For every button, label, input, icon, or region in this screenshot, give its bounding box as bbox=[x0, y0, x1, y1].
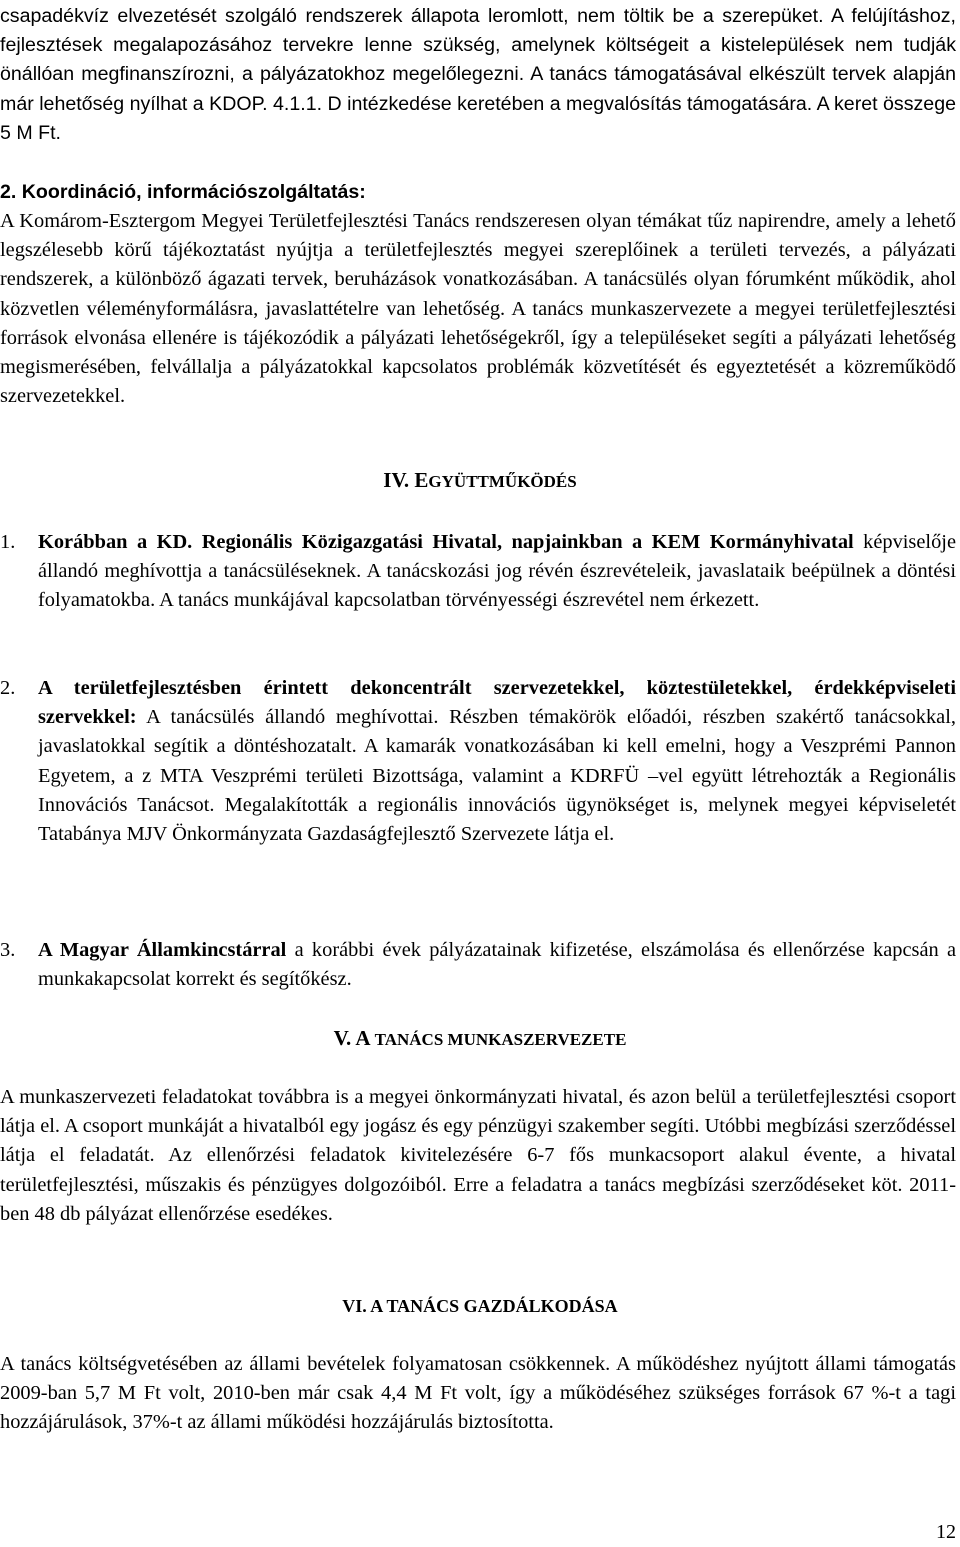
item-bold-lead: A Magyar Államkincstárral bbox=[38, 939, 287, 961]
item-bold-lead: Korábban a KD. Regionális Közigazgatási Hivatal, napjainkban a KEM Kormányhivatal bbox=[38, 531, 854, 553]
item-number: 3. bbox=[0, 939, 16, 961]
item-number: 1. bbox=[0, 531, 16, 553]
section-vi-heading: VI. A TANÁCS GAZDÁLKODÁSA bbox=[342, 1296, 618, 1316]
section-v-roman: V. bbox=[333, 1026, 352, 1050]
item-bold-lead: A területfejlesztésben érintett dekoncentrált szervezetekkel, köztestületekkel, érdekképviseleti szervekkel: bbox=[38, 677, 956, 729]
intro-paragraph: csapadékvíz elvezetését szolgáló rendszerek állapota leromlott, nem töltik be a szerepüket. A felújításhoz, fejlesztések megalapozásához tervekre lenne szükség, amelynek költségeit a kistelepülések nem tudják önállóan megfinanszírozni, a pályázatokhoz megelőlegezni. A tanács támogatásával elkészült tervek alapján már lehetőség nyílhat a KDOP. 4.1.1. D intézkedése keretében a megvalósítás támogatására. A keret összege 5 M Ft. bbox=[0, 5, 956, 144]
item-text: a korábbi évek pályázatainak kifizetése, elszámolása és ellenőrzése kapcsán a munkakapcsolat korrekt és segítőkész. bbox=[38, 939, 957, 991]
section-iv-heading: IV. EGYÜTTMŰKÖDÉS bbox=[383, 468, 577, 492]
section-v-body: A munkaszervezeti feladatokat továbbra is a megyei önkormányzati hivatal, és azon belül a területfejlesztési csoport látja el. A csoport munkáját a hivatalból egy jogász és egy pénzügyi szakember segíti. Utóbbi megbízási szerződéssel látja el feladatát. Az ellenőrzési feladatok kivitelezésére 6-7 fős munkacsoport alakul évente, a hivatal területfejlesztési, műszakis és pénzügyes dolgozóiból. Erre a feladatra a tanács megbízási szerződéseket köt. 2011-ben 48 db pályázat ellenőrzése esedékes. bbox=[0, 1086, 956, 1225]
page-number: 12 bbox=[936, 1521, 956, 1543]
section-v-heading: V. A TANÁCS MUNKASZERVEZETE bbox=[333, 1026, 627, 1050]
coordination-heading: 2. Koordináció, információszolgáltatás: bbox=[0, 181, 366, 203]
item-text: képviselője állandó meghívottja a tanácsüléseknek. A tanácskozási jog révén észrevételeik, javaslataik beépülnek a döntési folyamatokba. A tanács munkájával kapcsolatban törvényességi észrevétel nem érkezett. bbox=[38, 531, 956, 612]
section-vi-body: A tanács költségvetésében az állami bevételek folyamatosan csökkennek. A működéshez nyújtott állami támogatás 2009-ban 5,7 M Ft volt, 2010-ben már csak 4,4 M Ft volt, így a működéséhez szükséges források 67 %-t a tagi hozzájárulások, 37%-t az állami működési hozzájárulás biztosította. bbox=[0, 1353, 956, 1434]
item-text: A tanácsülés állandó meghívottai. Részben témakörök előadói, részben szakértő tanácsokkal, javaslatokkal segítik a döntéshozatalt. A kamarák vonatkozásában ki kell emelni, hogy a Veszprémi Pannon Egyetem, a z MTA Veszprémi területi Bizottsága, valamint a KDRFÜ –vel együtt létrehozták a Regionális Innovációs Tanácsot. Megalakították a regionális innovációs ügynökséget is, melynek megyei képviseletét Tatabánya MJV Önkormányzata Gazdaságfejlesztő Szervezete látja el. bbox=[38, 706, 956, 846]
section-iv-roman: IV. bbox=[383, 468, 410, 492]
section-iv-title: GYÜTTMŰKÖDÉS bbox=[428, 472, 577, 491]
item-number: 2. bbox=[0, 677, 16, 699]
section-v-title: TANÁCS MUNKASZERVEZETE bbox=[374, 1030, 627, 1049]
coordination-body: A Komárom-Esztergom Megyei Területfejlesztési Tanács rendszeresen olyan témákat tűz napirendre, amely a lehető legszélesebb körű tájékoztatást nyújtja a területfejlesztés megyei szereplőinek a területi tervezés, a pályázati rendszerek, a különböző ágazati tervek, beruházások vonatkozásában. A tanácsülés olyan fórumként működik, ahol közvetlen véleményformálásra, javaslattételre van lehetőség. A tanács munkaszervezete a megyei területfejlesztési források elvonása ellenére is tájékozódik a pályázati lehetőségekről, így a településeket segíti a pályázati lehetőség megismerésében, felvállalja a pályázatokkal kapcsolatos problémák közvetítését és egyeztetését a közreműködő szervezetekkel. bbox=[0, 210, 956, 408]
